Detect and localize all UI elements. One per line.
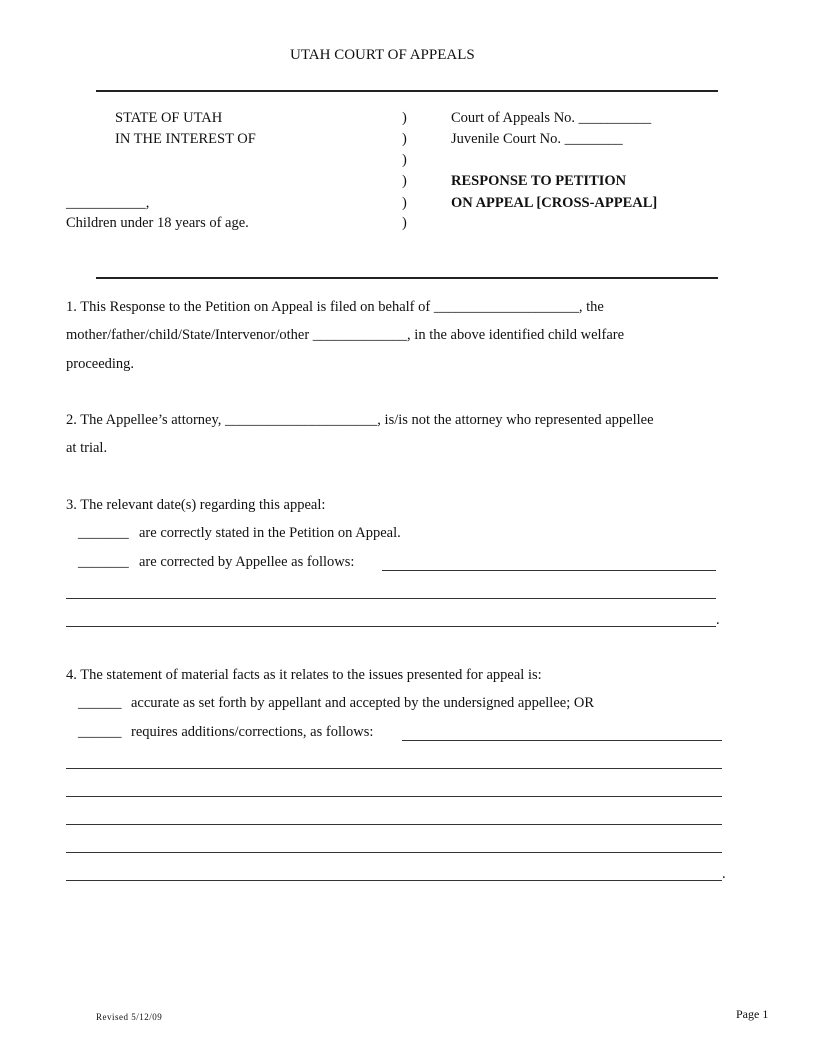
document-title-line1: RESPONSE TO PETITION [451,173,627,189]
para1-line2[interactable]: mother/father/child/State/Intervenor/other _____________, in the above identified child welfare [66,327,625,343]
para3-end-period: . [716,612,720,628]
para2-line1[interactable]: 2. The Appellee’s attorney, _____________________, is/is not the attorney who represented appellee [66,412,654,428]
para3-option1-checkbox[interactable]: _______ [78,525,129,541]
para3-fill-line[interactable] [382,570,716,571]
para4-heading: 4. The statement of material facts as it relates to the issues presented for appeal is: [66,667,542,683]
para1-line1[interactable]: 1. This Response to the Petition on Appeal is filed on behalf of ____________________, the [66,299,604,315]
para4-option2-checkbox[interactable]: ______ [78,724,122,740]
para4-fill-line[interactable] [66,824,722,825]
para4-fill-line[interactable] [66,768,722,769]
para3-option2-checkbox[interactable]: _______ [78,554,129,570]
para3-heading: 3. The relevant date(s) regarding this appeal: [66,497,326,513]
caption-bottom-rule [96,277,718,279]
para3-option2-label: are corrected by Appellee as follows: [139,554,355,570]
caption-paren: ) [402,152,407,168]
children-name-field[interactable]: ___________, [66,195,150,211]
page-number: Page 1 [736,1007,769,1021]
revised-date: Revised 5/12/09 [96,1012,163,1022]
para4-fill-line[interactable] [66,880,722,881]
para4-fill-line[interactable] [66,852,722,853]
para3-fill-line[interactable] [66,598,716,599]
para4-option1-checkbox[interactable]: ______ [78,695,122,711]
caption-state: STATE OF UTAH [115,110,223,126]
caption-paren: ) [402,173,407,189]
para4-fill-line[interactable] [402,740,722,741]
para2-line2: at trial. [66,440,108,456]
caption-paren: ) [402,215,407,231]
document-title-line2: ON APPEAL [CROSS-APPEAL] [451,195,658,211]
para1-line3: proceeding. [66,356,135,372]
caption-paren: ) [402,195,407,211]
caption-interest-of: IN THE INTEREST OF [115,131,256,147]
children-label: Children under 18 years of age. [66,215,249,231]
header-top-rule [96,90,718,92]
court-of-appeals-number[interactable]: Court of Appeals No. __________ [451,110,652,126]
juvenile-court-number[interactable]: Juvenile Court No. ________ [451,131,623,147]
para4-option1-label: accurate as set forth by appellant and accepted by the undersigned appellee; OR [131,695,595,711]
para3-fill-line[interactable] [66,626,716,627]
para4-fill-line[interactable] [66,796,722,797]
court-title: UTAH COURT OF APPEALS [290,47,475,63]
caption-paren: ) [402,131,407,147]
caption-paren: ) [402,110,407,126]
para4-option2-label: requires additions/corrections, as follows: [131,724,374,740]
para3-option1-label: are correctly stated in the Petition on Appeal. [139,525,401,541]
para4-end-period: . [722,866,726,882]
